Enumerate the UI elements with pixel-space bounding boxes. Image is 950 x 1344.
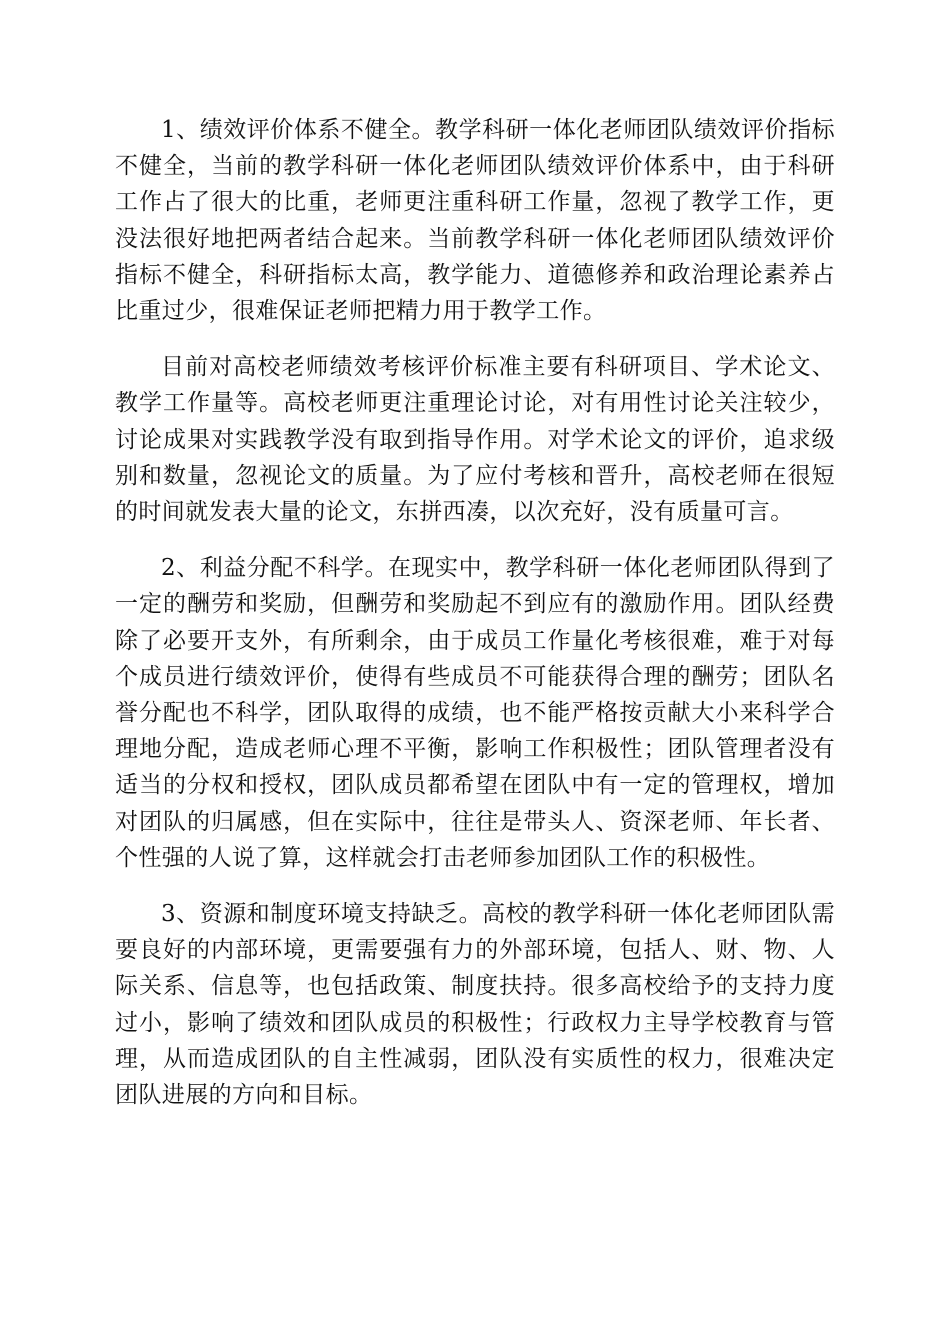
paragraph-resource-support: 3、资源和制度环境支持缺乏。高校的教学科研一体化老师团队需要良好的内部环境，更需要强有力的外部环境，包括人、财、物、人际关系、信息等，也包括政策、制度扶持。很多高校给予的支持力度过小，影响了绩效和团队成员的积极性；行政权力主导学校教育与管理，从而造成团队的自主性减弱，团队没有实质性的权力，很难决定团队进展的方向和目标。 bbox=[115, 901, 835, 1109]
paragraph-assessment-standards: 目前对高校老师绩效考核评价标准主要有科研项目、学术论文、教学工作量等。高校老师更注重理论讨论，对有用性讨论关注较少，讨论成果对实践教学没有取到指导作用。对学术论文的评价，追求级别和数量，忽视论文的质量。为了应付考核和晋升，高校老师在很短的时间就发表大量的论文，东拼西凑，以次充好，没有质量可言。 bbox=[115, 354, 835, 526]
paragraph-benefit-distribution: 2、利益分配不科学。在现实中，教学科研一体化老师团队得到了一定的酬劳和奖励，但酬劳和奖励起不到应有的激励作用。团队经费除了必要开支外，有所剩余，由于成员工作量化考核很难，难于对每个成员进行绩效评价，使得有些成员不可能获得合理的酬劳；团队名誉分配也不科学，团队取得的成绩，也不能严格按贡献大小来科学合理地分配，造成老师心理不平衡，影响工作积极性；团队管理者没有适当的分权和授权，团队成员都希望在团队中有一定的管理权，增加对团队的归属感，但在实际中，往往是带头人、资深老师、年长者、个性强的人说了算，这样就会打击老师参加团队工作的积极性。 bbox=[115, 555, 835, 871]
paragraph-performance-evaluation: 1、绩效评价体系不健全。教学科研一体化老师团队绩效评价指标不健全，当前的教学科研一体化老师团队绩效评价体系中，由于科研工作占了很大的比重，老师更注重科研工作量，忽视了教学工作，更没法很好地把两者结合起来。当前教学科研一体化老师团队绩效评价指标不健全，科研指标太高，教学能力、道德修养和政治理论素养占比重过少，很难保证老师把精力用于教学工作。 bbox=[115, 117, 835, 325]
